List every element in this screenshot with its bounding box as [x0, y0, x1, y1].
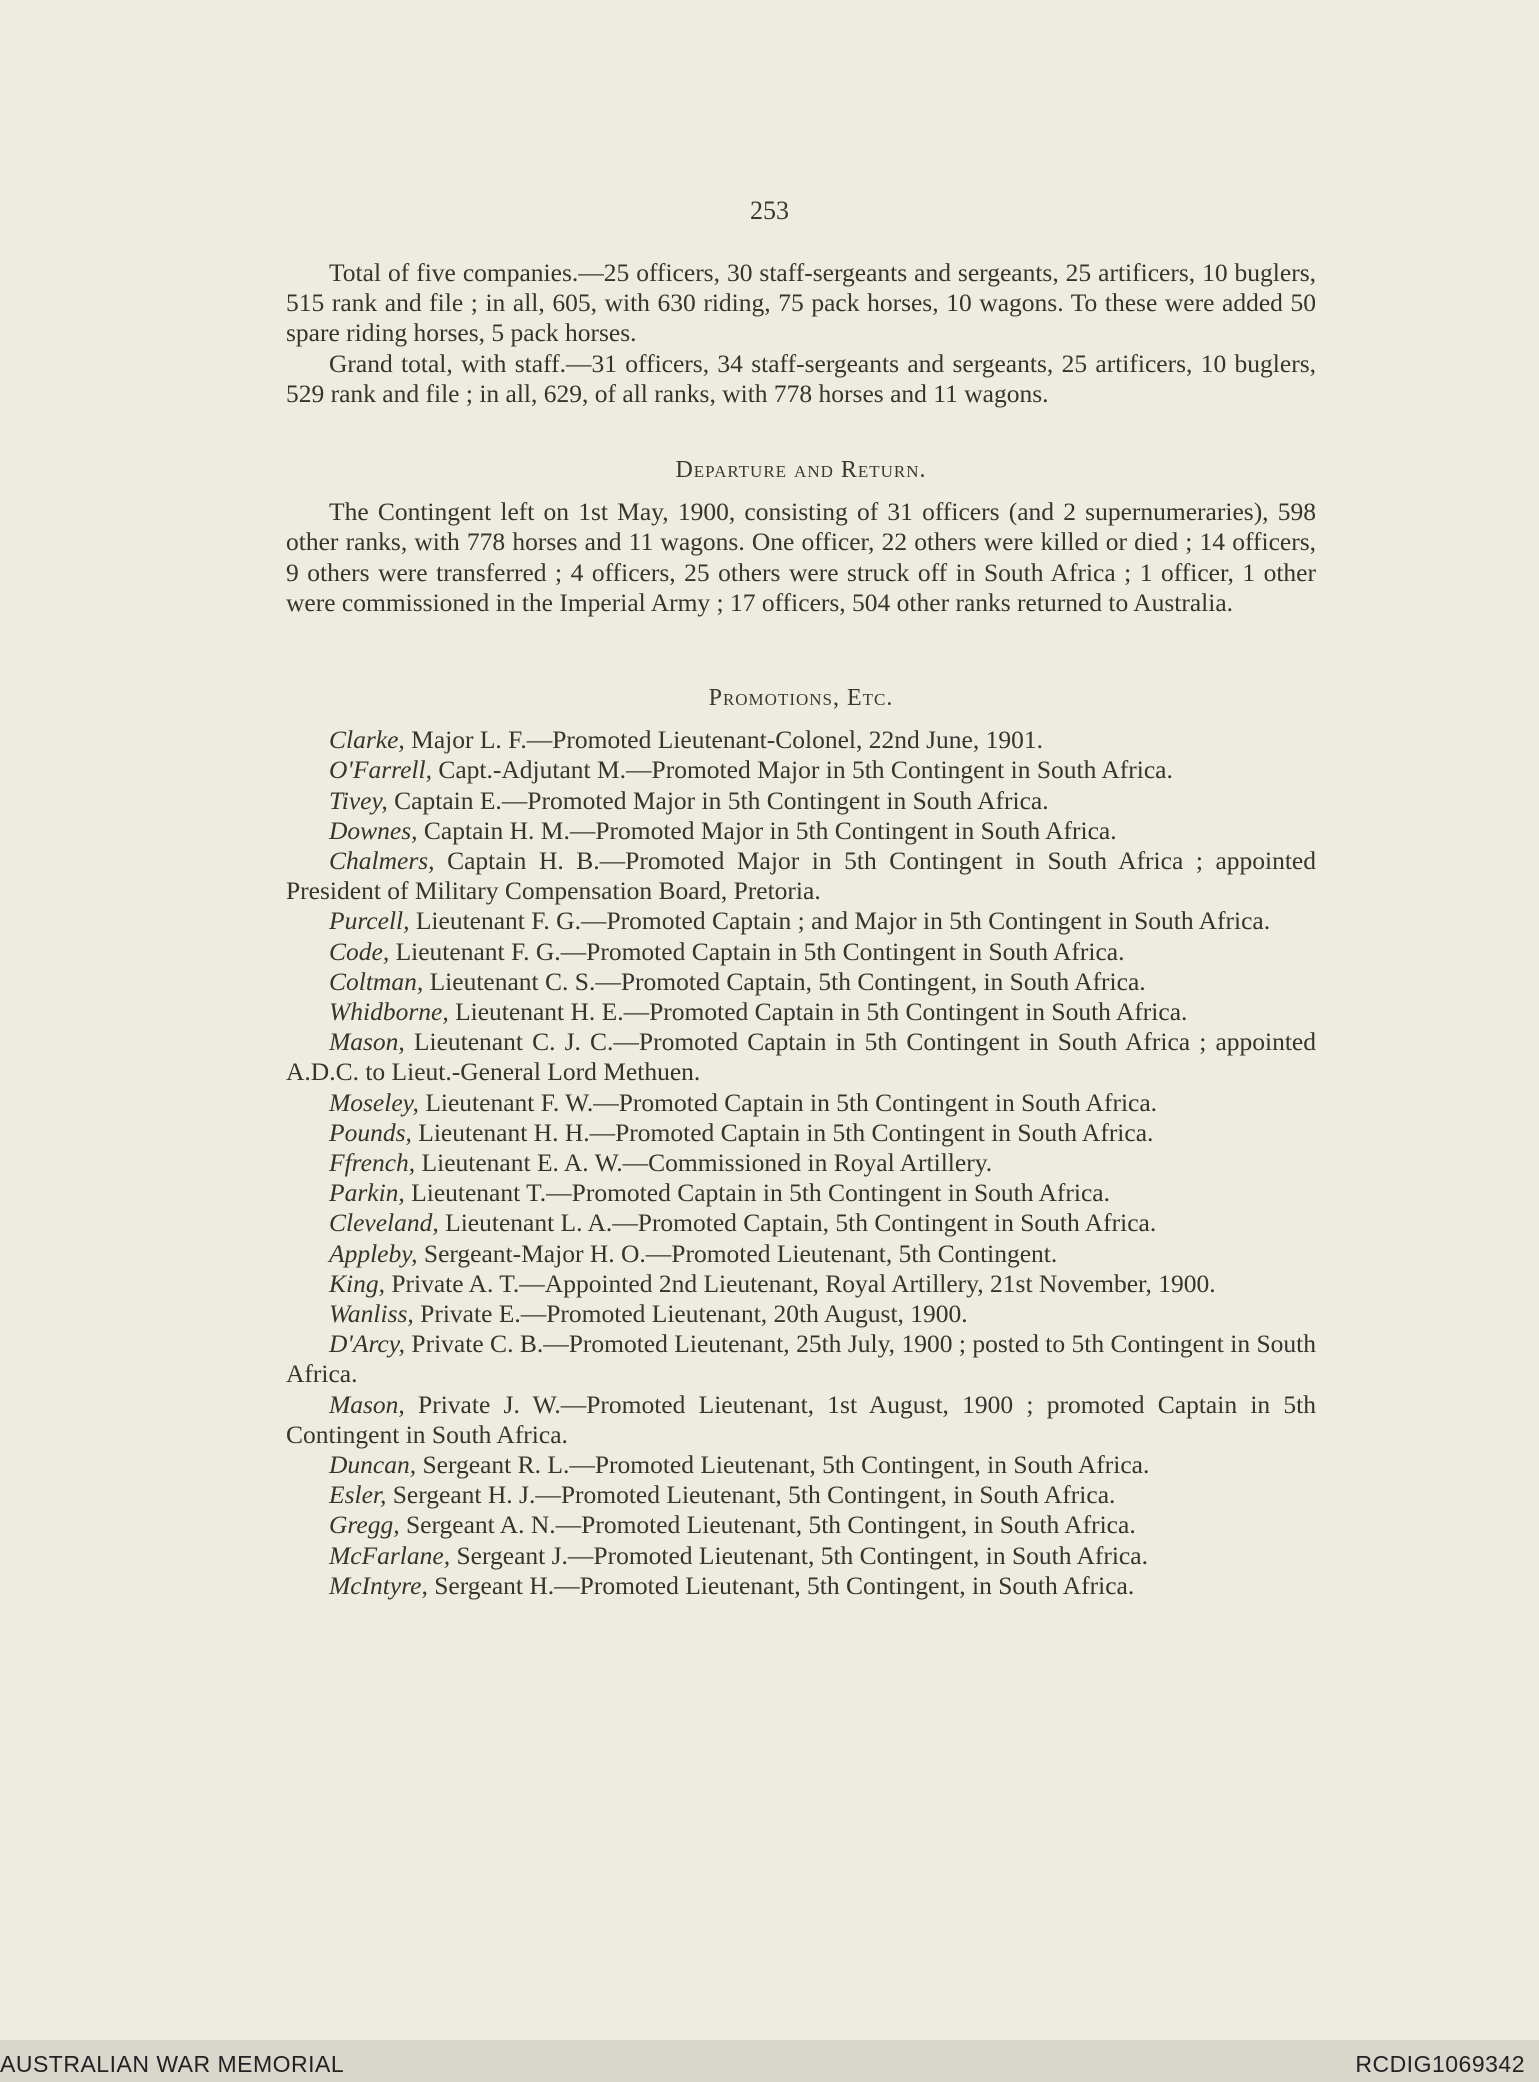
promotion-entry	[286, 997, 1316, 1027]
promotion-name: Gregg,	[329, 1510, 400, 1540]
promotion-detail: Lieutenant C. J. C.—Promoted Captain in 5th Contingent in South Africa ; appointed A.D.C. to Lieut.-General Lord Methuen.	[286, 1027, 1316, 1087]
promotion-name: Duncan,	[329, 1450, 417, 1480]
promotion-detail: Private A. T.—Appointed 2nd Lieutenant, Royal Artillery, 21st November, 1900.	[384, 1268, 1216, 1298]
promotion-entry	[286, 906, 1316, 936]
promotion-detail: Private E.—Promoted Lieutenant, 20th August, 1900.	[413, 1299, 968, 1329]
totals-section	[286, 258, 1316, 409]
promotion-detail: Sergeant H. J.—Promoted Lieutenant, 5th Contingent, in South Africa.	[386, 1480, 1116, 1510]
promotion-name: Esler,	[329, 1480, 387, 1510]
promotion-detail: Sergeant J.—Promoted Lieutenant, 5th Contingent, in South Africa.	[450, 1540, 1148, 1570]
promotions-list	[286, 725, 1316, 1601]
promotion-name: Downes,	[329, 815, 418, 845]
departure-heading: Departure and Return.	[675, 457, 927, 483]
promotion-entry	[286, 1148, 1316, 1178]
promotion-entry	[286, 937, 1316, 967]
promotion-entry	[286, 1239, 1316, 1269]
promotion-detail: Lieutenant E. A. W.—Commissioned in Royal Artillery.	[415, 1148, 993, 1178]
promotion-detail: Major L. F.—Promoted Lieutenant-Colonel, 22nd June, 1901.	[404, 725, 1043, 755]
promotion-detail: Private C. B.—Promoted Lieutenant, 25th July, 1900 ; posted to 5th Contingent in South Africa.	[286, 1329, 1316, 1389]
promotion-entry	[286, 1390, 1316, 1450]
promotion-entry	[286, 1541, 1316, 1571]
promotion-name: Appleby,	[329, 1238, 418, 1268]
promotion-entry	[286, 1269, 1316, 1299]
promotion-entry	[286, 1510, 1316, 1540]
promotion-name: Cleveland,	[329, 1208, 439, 1238]
companies-total-paragraph: Total of five companies.—25 officers, 30 staff-sergeants and sergeants, 25 artificers, 10 buglers, 515 rank and file ; in all, 605, with 630 riding, 75 pack horses, 10 wagons. To these were added 50 spare riding horses, 5 pack horses.	[286, 258, 1316, 348]
promotion-name: D'Arcy,	[329, 1329, 406, 1359]
promotion-detail: Lieutenant T.—Promoted Captain in 5th Contingent in South Africa.	[404, 1178, 1110, 1208]
promotion-entry	[286, 1480, 1316, 1510]
promotion-name: Wanliss,	[329, 1299, 414, 1329]
promotions-heading: Promotions, Etc.	[708, 685, 894, 711]
footer-record-id: RCDIG1069342	[1355, 2051, 1525, 2077]
promotion-entry	[286, 1299, 1316, 1329]
promotion-name: Pounds,	[329, 1117, 412, 1147]
promotion-detail: Private J. W.—Promoted Lieutenant, 1st August, 1900 ; promoted Captain in 5th Contingent in South Africa.	[286, 1389, 1316, 1449]
promotion-entry	[286, 1178, 1316, 1208]
promotion-detail: Lieutenant C. S.—Promoted Captain, 5th Contingent, in South Africa.	[423, 966, 1146, 996]
promotion-detail: Sergeant A. N.—Promoted Lieutenant, 5th Contingent, in South Africa.	[399, 1510, 1136, 1540]
promotion-name: Whidborne,	[329, 997, 449, 1027]
promotion-detail: Sergeant R. L.—Promoted Lieutenant, 5th Contingent, in South Africa.	[416, 1450, 1150, 1480]
promotion-entry	[286, 1027, 1316, 1087]
promotion-entry	[286, 846, 1316, 906]
promotion-entry	[286, 1329, 1316, 1389]
promotion-name: Ffrench,	[329, 1148, 416, 1178]
promotion-detail: Lieutenant F. G.—Promoted Captain in 5th Contingent in South Africa.	[389, 936, 1125, 966]
promotion-entry	[286, 1571, 1316, 1601]
promotions-section	[286, 683, 1316, 1601]
promotion-entry	[286, 725, 1316, 755]
promotion-detail: Sergeant-Major H. O.—Promoted Lieutenant, 5th Contingent.	[417, 1238, 1058, 1268]
promotion-name: Moseley,	[329, 1087, 419, 1117]
departure-section	[286, 455, 1316, 618]
promotion-detail: Lieutenant H. E.—Promoted Captain in 5th Contingent in South Africa.	[448, 997, 1188, 1027]
promotion-name: Coltman,	[329, 966, 424, 996]
promotion-detail: Captain E.—Promoted Major in 5th Contingent in South Africa.	[387, 785, 1049, 815]
promotion-name: Purcell,	[329, 906, 410, 936]
promotion-entry	[286, 967, 1316, 997]
promotion-name: Clarke,	[329, 725, 405, 755]
promotion-name: Mason,	[329, 1027, 405, 1057]
promotion-name: McIntyre,	[329, 1570, 428, 1600]
promotion-name: Tivey,	[329, 785, 388, 815]
page-number: 253	[750, 196, 789, 225]
promotion-entry	[286, 1208, 1316, 1238]
promotion-entry	[286, 1450, 1316, 1480]
promotion-name: Mason,	[329, 1389, 405, 1419]
grand-total-paragraph: Grand total, with staff.—31 officers, 34 staff-sergeants and sergeants, 25 artificers, 10 buglers, 529 rank and file ; in all, 629, of all ranks, with 778 horses and 11 wagons.	[286, 348, 1316, 408]
footer-institution: AUSTRALIAN WAR MEMORIAL	[0, 2051, 345, 2077]
promotion-detail: Sergeant H.—Promoted Lieutenant, 5th Contingent, in South Africa.	[427, 1570, 1135, 1600]
promotion-detail: Capt.-Adjutant M.—Promoted Major in 5th Contingent in South Africa.	[431, 755, 1173, 785]
promotion-name: O'Farrell,	[329, 755, 432, 785]
promotion-detail: Captain H. M.—Promoted Major in 5th Contingent in South Africa.	[417, 815, 1117, 845]
promotion-entry	[286, 816, 1316, 846]
promotion-entry	[286, 1088, 1316, 1118]
promotion-detail: Lieutenant L. A.—Promoted Captain, 5th Contingent in South Africa.	[438, 1208, 1157, 1238]
promotion-detail: Lieutenant F. G.—Promoted Captain ; and Major in 5th Contingent in South Africa.	[409, 906, 1271, 936]
promotion-entry	[286, 1118, 1316, 1148]
promotion-name: King,	[329, 1268, 385, 1298]
promotion-detail: Captain H. B.—Promoted Major in 5th Contingent in South Africa ; appointed President of Military Compensation Board, Pretoria.	[286, 846, 1316, 906]
promotion-entry	[286, 786, 1316, 816]
promotion-name: Chalmers,	[329, 846, 435, 876]
promotion-entry	[286, 755, 1316, 785]
promotion-name: Code,	[329, 936, 390, 966]
promotion-name: McFarlane,	[329, 1540, 451, 1570]
departure-paragraph: The Contingent left on 1st May, 1900, consisting of 31 officers (and 2 supernumeraries), 598 other ranks, with 778 horses and 11 wagons. One officer, 22 others were killed or died ; 14 officers, 9 others were transferred ; 4 officers, 25 others were struck off in South Africa ; 1 officer, 1 other were commissioned in the Imperial Army ; 17 officers, 504 other ranks returned to Australia.	[286, 497, 1316, 617]
promotion-detail: Lieutenant H. H.—Promoted Captain in 5th Contingent in South Africa.	[411, 1117, 1154, 1147]
promotion-detail: Lieutenant F. W.—Promoted Captain in 5th Contingent in South Africa.	[418, 1087, 1158, 1117]
promotion-name: Parkin,	[329, 1178, 405, 1208]
